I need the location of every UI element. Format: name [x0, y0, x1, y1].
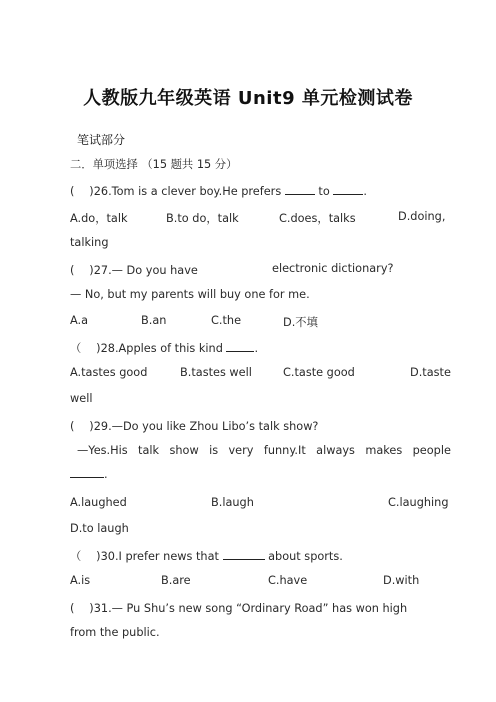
q28-option-b: B.tastes well [180, 366, 252, 379]
q30-stem-end: about sports. [268, 550, 343, 563]
question-29-stem: ( )29.—Do you like Zhou Libo’s talk show? [70, 420, 319, 433]
q28-stem-end: . [254, 342, 259, 355]
q26-stem-mid: to [318, 185, 330, 198]
q28-option-d-cont: well [70, 392, 93, 405]
answer-blank [70, 468, 104, 478]
q26-option-d-cont: talking [70, 236, 109, 249]
question-27-reply: — No, but my parents will buy one for me. [70, 288, 310, 301]
q30-option-d: D.with [383, 574, 420, 587]
q26-option-b: B.to do，talk [166, 212, 239, 225]
reply-word: —Yes.His [77, 444, 128, 457]
q28-option-c: C.taste good [283, 366, 355, 379]
question-26-stem [70, 183, 367, 199]
answer-blank [285, 185, 315, 195]
reply-word: always [316, 444, 355, 457]
page-title: 人教版九年级英语 Unit9 单元检测试卷 [83, 88, 413, 109]
q27-option-c: C.the [211, 314, 242, 327]
q27-option-b: B.an [141, 314, 167, 327]
question-29-reply-end [70, 468, 108, 481]
question-28-stem [70, 340, 258, 356]
q29-reply-end: . [104, 468, 108, 481]
answer-blank [223, 550, 265, 560]
reply-word: funny.It [263, 444, 306, 457]
q30-option-c: C.have [268, 574, 308, 587]
question-31-stem: ( )31.— Pu Shu’s new song “Ordinary Road” has won high [70, 602, 408, 615]
q26-stem-end: . [363, 185, 367, 198]
reply-word: very [228, 444, 254, 457]
q29-option-d: D.to laugh [70, 522, 129, 535]
q29-option-b: B.laugh [211, 496, 254, 509]
question-29-reply [77, 444, 451, 457]
q28-option-d: D.taste [410, 366, 451, 379]
section-written-label: 笔试部分 [77, 133, 126, 147]
question-27-stem-cont: electronic dictionary? [272, 262, 394, 275]
reply-word: talk [138, 444, 160, 457]
q26-option-a: A.do，talk [70, 212, 128, 225]
q30-stem-text: （ )30.I prefer news that [70, 550, 219, 563]
q27-option-a: A.a [70, 314, 89, 327]
q26-option-d: D.doing, [398, 210, 446, 223]
question-27-stem: ( )27.— Do you have [70, 264, 198, 277]
q27-option-d: D.不填 [283, 316, 318, 329]
q29-option-a: A.laughed [70, 496, 127, 509]
q28-stem-text: （ )28.Apples of this kind [70, 342, 223, 355]
q30-option-a: A.is [70, 574, 91, 587]
reply-word: show [169, 444, 199, 457]
q30-option-b: B.are [161, 574, 191, 587]
question-30-stem [70, 548, 343, 564]
reply-word: people [412, 444, 451, 457]
q28-option-a: A.tastes good [70, 366, 148, 379]
answer-blank [333, 185, 363, 195]
section-heading: 二．单项选择 （15 题共 15 分） [70, 158, 238, 171]
reply-word: makes [365, 444, 403, 457]
q26-option-c: C.does，talks [279, 212, 356, 225]
reply-word: is [209, 444, 219, 457]
q29-option-c: C.laughing [388, 496, 449, 509]
answer-blank [226, 342, 254, 352]
q26-stem-text: ( )26.Tom is a clever boy.He prefers [70, 185, 282, 198]
question-31-stem-cont: from the public. [70, 626, 160, 639]
